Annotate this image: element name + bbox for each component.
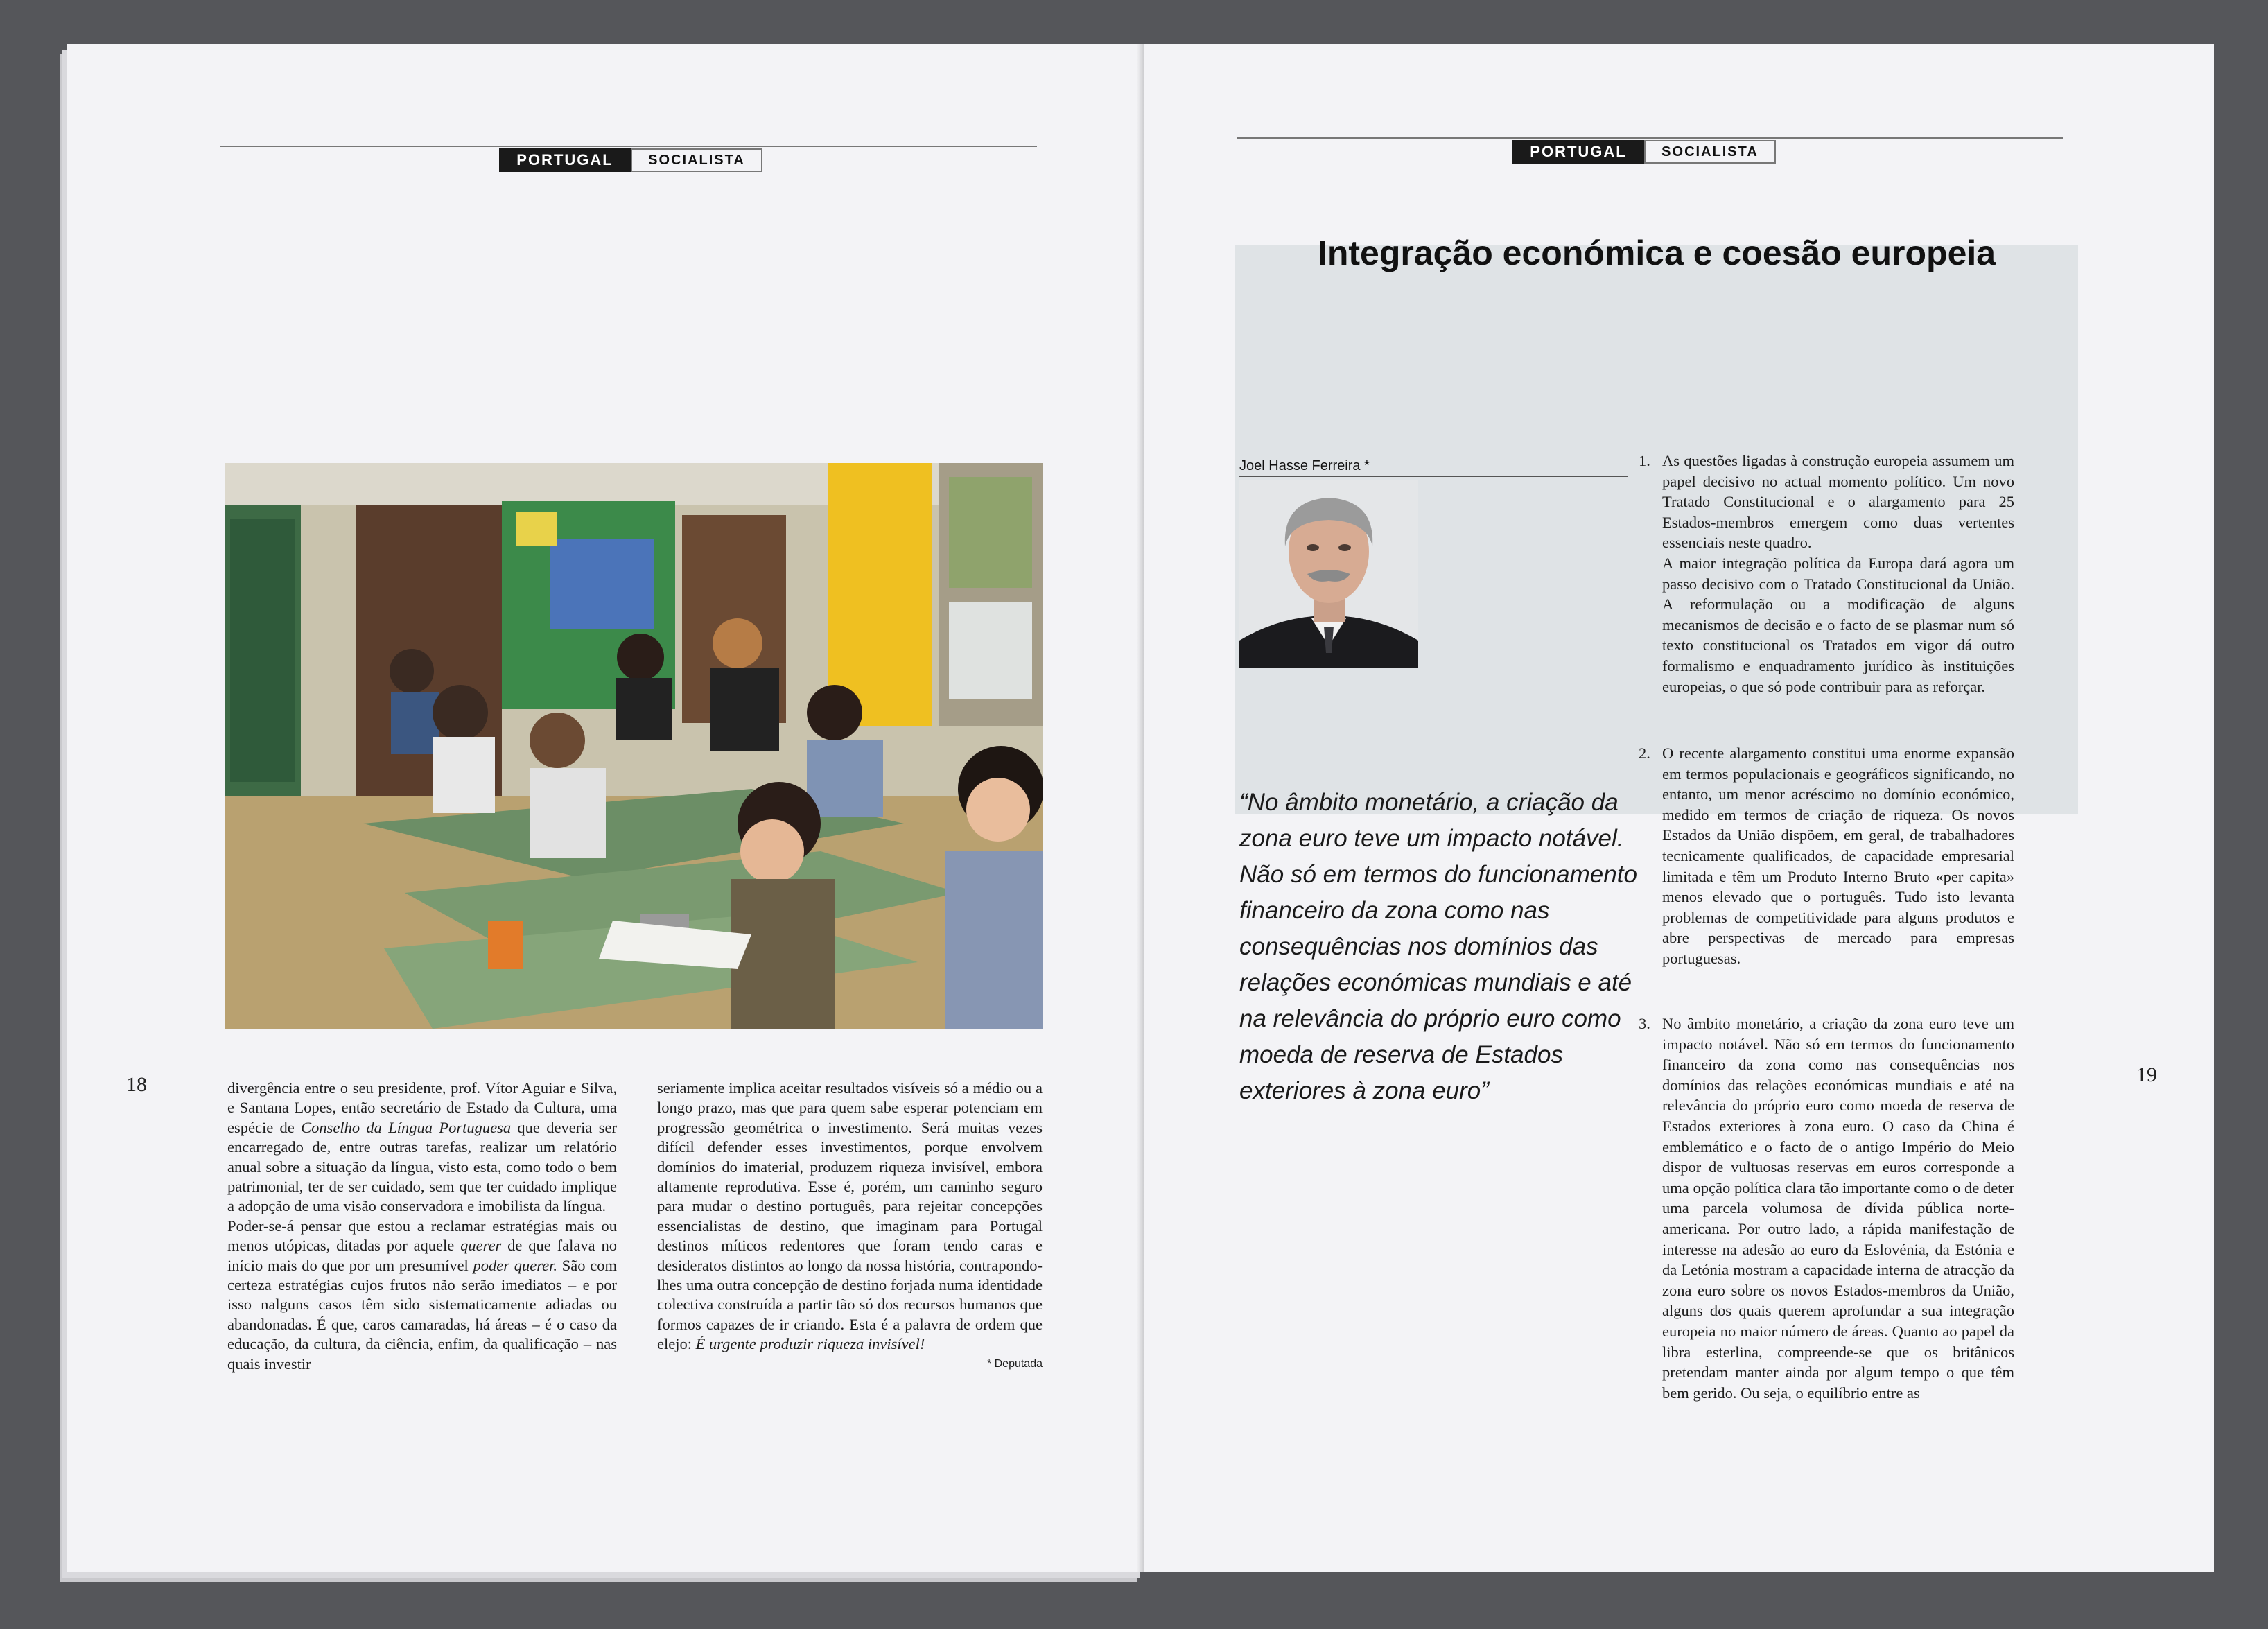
list-item-3-num: 3. — [1639, 1015, 1650, 1032]
masthead-brand-a: PORTUGAL — [1512, 140, 1644, 164]
list-item-1-text: As questões ligadas à construção europeia assumem um papel decisivo no actual momento político. Um novo Tratado Constitucional e o alargamento para 25 Estados-membros emergem como duas vertentes essenciais neste quadro. — [1662, 452, 2014, 552]
list-item-1 — [1639, 451, 2014, 697]
col1-para1-rest: que deveria ser encarregado de, entre outras tarefas, realizar um relatório anual sobre a situação da língua, visto esta, como todo o bem patrimonial, ter de ser cuidado, sem que ter cuidado implique a adopção de uma visão conservadora e imobilista da língua. — [227, 1118, 617, 1215]
list-item-3-text: No âmbito monetário, a criação da zona euro teve um impacto notável. Não só em termos do funcionamento financeiro da zona como nas consequências nos domínios das relações económicas mundiais e até na relevância do próprio euro como moeda de reserva de Estados exteriores à zona euro. O caso da China é emblemático e o facto de o antigo Império do Meio dispor de vultuosas reservas em euros corresponde a uma opção política clara tão importante como o de deter uma parcela volumosa de dívida pública norte-americana. Por outro lado, a rápida manifestação de interesse na adesão ao euro da Eslovénia, da Estónia e da Letónia mostram a capacidade interna de atracção da zona euro sobre os novos Estados-membros da União, alguns dos quais querem aprofundar a sua integração europeia no maior número de áreas. Quanto ao papel da libra esterlina, compreende-se que os britânicos pretendam manter ainda por algum tempo o que têm bem gerido. Ou seja, o equilíbrio entre as — [1662, 1015, 2014, 1402]
masthead-rule — [1237, 137, 2063, 139]
right-page — [1144, 44, 2214, 1572]
page-number-left: 18 — [126, 1073, 147, 1096]
left-column-1 — [227, 1079, 617, 1374]
article-title: Integração económica e coesão europeia — [1317, 234, 1996, 272]
list-item-2-text: O recente alargamento constitui uma enorme expansão em termos populacionais e geográficos significando, no entanto, um menor acréscimo no domínio económico, medido em termos de criação de riqueza. Os novos Estados da União dispõem, em geral, de trabalhadores tecnicamente qualificados, de capacidade empresarial limitada e têm um Produto Interno Bruto «per capita» menos elevado que o português. Tudo isto levanta problemas de competitividade para alguns produtos e abre perspectivas de mercado para empresas portuguesas. — [1662, 744, 2014, 967]
masthead-brand-a: PORTUGAL — [499, 148, 631, 172]
col1-para2-a: Poder-se-á pensar que estou a reclamar estratégias mais ou menos utópicas, ditadas por aquele — [227, 1217, 617, 1255]
col1-para2-em1: querer — [460, 1237, 502, 1255]
list-item-2 — [1639, 743, 2014, 969]
author-rule — [1239, 476, 1628, 477]
show-through-text — [1235, 1181, 1623, 1431]
masthead-brand-b: SOCIALISTA — [631, 148, 762, 172]
footnote: * Deputada — [986, 1357, 1043, 1370]
masthead-brand-b: SOCIALISTA — [1644, 140, 1776, 164]
classroom-photo — [225, 463, 1043, 1029]
col1-para1: divergência entre o seu presidente, prof. Vítor Aguiar e Silva, e Santana Lopes, então secretário de Estado da Cultura, uma espécie de — [227, 1079, 617, 1136]
col1-para2-c: São com certeza estratégias cujos frutos não serão imediatos – e por isso nalguns casos têm sido sistematicamente adiadas ou abandonadas. É que, caros camaradas, há áreas – é o caso da educação, da cultura, da ciência, enfim, da qualificação – nas quais investir — [227, 1256, 617, 1373]
pull-quote: “No âmbito monetário, a criação da zona euro teve um impacto notável. Não só em termos do funcionamento financeiro da zona como nas consequências nos domínios das relações económicas mundiais e até na relevância do próprio euro como moeda de reserva de Estados exteriores à zona euro” — [1239, 789, 1637, 1104]
col2-para1: seriamente implica aceitar resultados visíveis só a médio ou a longo prazo, mas que para quem sabe esperar potenciam em progressão geométrica o investimento. Será muitas vezes difícil defender esses investimentos, porque envolvem domínios do imaterial, produzem riqueza invisível, embora altamente reprodutiva. Esse é, porém, um caminho seguro para mudar o destino português, para rejeitar concepções essencialistas de destino, que imaginam para Portugal destinos míticos redentores que foram tendo caras e desideratos distintos ao longo da nossa história, contrapondo-lhes uma outra concepção de destino forjada numa identidade colectiva construída a partir tão só dos recursos humanos que formos capazes de ir criando. Esta é a palavra de ordem que elejo: — [657, 1079, 1043, 1353]
author-name: Joel Hasse Ferreira * — [1239, 458, 1370, 473]
author-photo — [1239, 480, 1418, 668]
masthead — [1512, 140, 1776, 164]
col1-para2-b: de que falava no início mais do que por um presumível — [227, 1237, 617, 1274]
list-item-1-text2: A maior integração política da Europa dará agora um passo decisivo com o Tratado Constitucional da União. A reformulação ou a modificação de alguns mecanismos de decisão e o facto de se plasmar num só texto constitucional os Tratados em vigor dá outro formalismo e enquadramento jurídico às instituições europeias, o que só pode contribuir para as reforçar. — [1662, 554, 2014, 695]
list-item-2-num: 2. — [1639, 744, 1650, 762]
col1-para1-em: Conselho da Língua Portuguesa — [301, 1118, 512, 1136]
left-page — [67, 44, 1144, 1572]
col1-para2-em2: poder querer. — [473, 1256, 558, 1274]
masthead — [499, 148, 762, 172]
col2-para1-em: É urgente produzir riqueza invisível! — [695, 1335, 925, 1353]
list-item-3 — [1639, 1013, 2014, 1403]
list-item-1-num: 1. — [1639, 452, 1650, 469]
masthead-rule — [220, 146, 1037, 147]
left-column-2 — [657, 1079, 1043, 1374]
page-number-right: 19 — [2136, 1063, 2157, 1086]
